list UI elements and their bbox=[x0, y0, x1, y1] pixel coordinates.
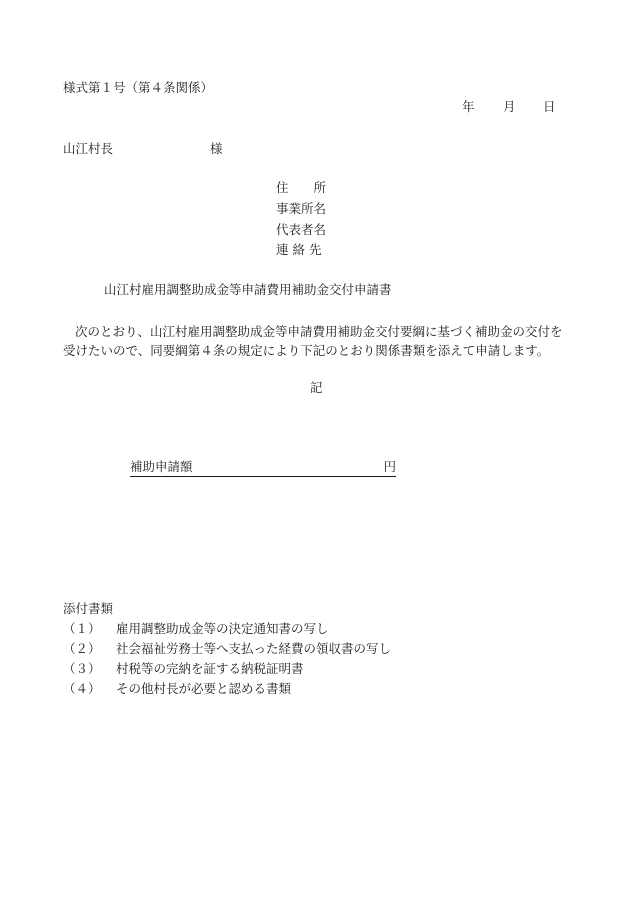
form-number: 様式第１号（第４条関係） bbox=[63, 80, 214, 95]
amount-unit: 円 bbox=[383, 459, 396, 474]
amount-line bbox=[130, 461, 396, 477]
addressee-honorific: 様 bbox=[210, 141, 223, 156]
amount-label: 補助申請額 bbox=[130, 459, 193, 474]
date-year-label: 年 bbox=[462, 99, 475, 114]
attachment-number: （３） bbox=[63, 661, 101, 676]
attachments-heading: 添付書類 bbox=[63, 601, 114, 616]
date-month-label: 月 bbox=[503, 99, 516, 114]
attachment-text: 雇用調整助成金等の決定通知書の写し bbox=[116, 621, 329, 636]
body-paragraph: 次のとおり、山江村雇用調整助成金等申請費用補助金交付要綱に基づく補助金の交付を受けたいので、同要綱第４条の規定により下記のとおり関係書類を添えて申請します。 bbox=[63, 324, 563, 358]
attachment-number: （２） bbox=[63, 641, 101, 656]
attachment-text: 社会福祉労務士等へ支払った経費の領収書の写し bbox=[116, 641, 392, 656]
attachment-text: その他村長が必要と認める書類 bbox=[116, 681, 292, 696]
applicant-representative-label: 代表者名 bbox=[276, 222, 327, 237]
date-day-label: 日 bbox=[543, 99, 556, 114]
addressee-name: 山江村長 bbox=[63, 141, 114, 156]
applicant-address-label: 住 所 bbox=[276, 180, 327, 195]
applicant-office-label: 事業所名 bbox=[276, 201, 327, 216]
attachment-text: 村税等の完納を証する納税証明書 bbox=[116, 661, 304, 676]
ki-marker: 記 bbox=[310, 380, 323, 395]
attachment-number: （４） bbox=[63, 681, 101, 696]
applicant-contact-label: 連 絡 先 bbox=[276, 242, 322, 257]
document-title: 山江村雇用調整助成金等申請費用補助金交付申請書 bbox=[104, 282, 392, 297]
attachment-number: （１） bbox=[63, 621, 101, 636]
